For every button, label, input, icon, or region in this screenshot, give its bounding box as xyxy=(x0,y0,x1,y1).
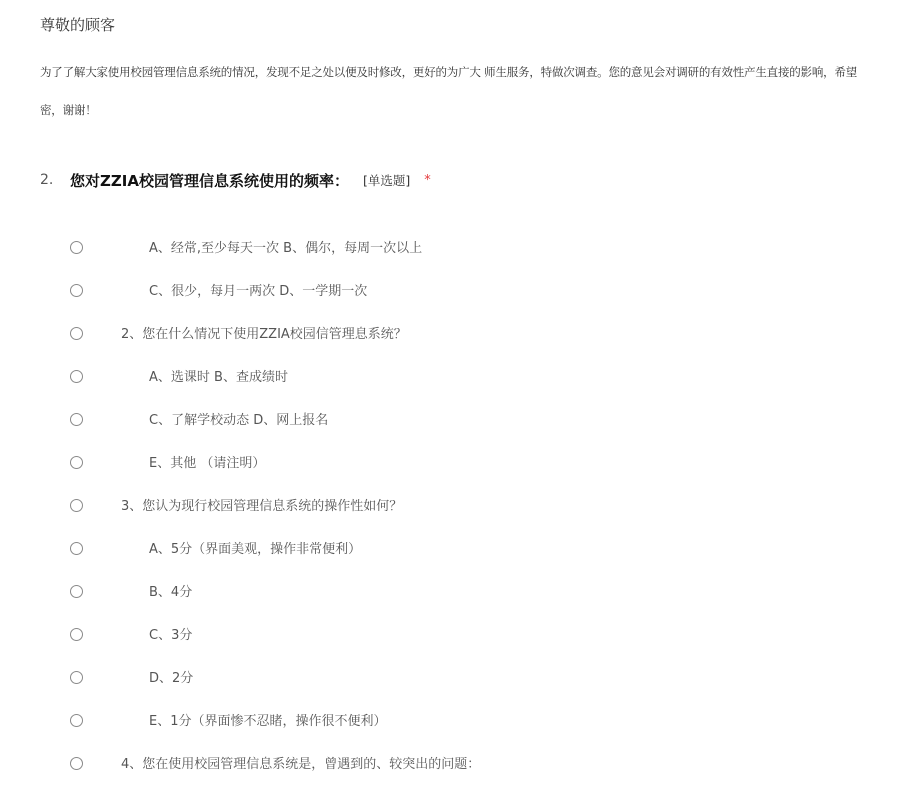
radio-option[interactable] xyxy=(0,271,900,314)
radio-button[interactable] xyxy=(70,585,83,598)
question-header xyxy=(40,168,431,192)
radio-option[interactable] xyxy=(0,744,900,787)
radio-button[interactable] xyxy=(70,327,83,340)
option-label: E、其他 （请注明） xyxy=(149,456,266,471)
option-label: A、选课时 B、查成绩时 xyxy=(149,370,288,385)
radio-button[interactable] xyxy=(70,241,83,254)
option-label: B、4分 xyxy=(149,585,193,600)
radio-button[interactable] xyxy=(70,628,83,641)
radio-button[interactable] xyxy=(70,370,83,383)
option-label: C、很少，每月一两次 D、一学期一次 xyxy=(149,284,368,299)
radio-option[interactable] xyxy=(0,615,900,658)
radio-button[interactable] xyxy=(70,413,83,426)
radio-option[interactable] xyxy=(0,701,900,744)
required-marker: * xyxy=(424,172,431,188)
option-label: D、2分 xyxy=(149,671,194,686)
option-label: 2、您在什么情况下使用ZZIA校园信管理息系统？ xyxy=(121,327,407,342)
question-title: 您对ZZIA校园管理信息系统使用的频率： xyxy=(70,171,349,190)
radio-option[interactable] xyxy=(0,400,900,443)
radio-button[interactable] xyxy=(70,542,83,555)
radio-button[interactable] xyxy=(70,456,83,469)
option-list xyxy=(0,228,900,787)
radio-option[interactable] xyxy=(0,357,900,400)
option-label: 3、您认为现行校园管理信息系统的操作性如何？ xyxy=(121,499,403,514)
radio-button[interactable] xyxy=(70,499,83,512)
option-label: E、1分（界面惨不忍睹，操作很不便利） xyxy=(149,714,387,729)
question-number: 2. xyxy=(40,172,54,188)
radio-option[interactable] xyxy=(0,572,900,615)
intro-paragraph xyxy=(40,53,900,129)
option-label: 4、您在使用校园管理信息系统是，曾遇到的、较突出的问题： xyxy=(121,757,481,772)
radio-button[interactable] xyxy=(70,284,83,297)
radio-button[interactable] xyxy=(70,714,83,727)
greeting-heading: 尊敬的顾客 xyxy=(40,16,116,34)
radio-button[interactable] xyxy=(70,757,83,770)
radio-option[interactable] xyxy=(0,228,900,271)
radio-option[interactable] xyxy=(0,529,900,572)
radio-option[interactable] xyxy=(0,443,900,486)
intro-line: 密，谢谢！ xyxy=(40,103,97,117)
intro-line: 为了了解大家使用校园管理信息系统的情况，发现不足之处以便及时修改，更好的为广大 师生服务，特做次调查。您的意见会对调研的有效性产生直接的影响，希望 xyxy=(40,65,858,79)
radio-option[interactable] xyxy=(0,658,900,701)
option-label: C、了解学校动态 D、网上报名 xyxy=(149,413,329,428)
radio-option[interactable] xyxy=(0,314,900,357)
option-label: C、3分 xyxy=(149,628,193,643)
radio-option[interactable] xyxy=(0,486,900,529)
option-label: A、经常,至少每天一次 B、偶尔，每周一次以上 xyxy=(149,241,423,256)
question-type-badge: [单选题] xyxy=(362,173,411,188)
radio-button[interactable] xyxy=(70,671,83,684)
option-label: A、5分（界面美观，操作非常便利） xyxy=(149,542,362,557)
